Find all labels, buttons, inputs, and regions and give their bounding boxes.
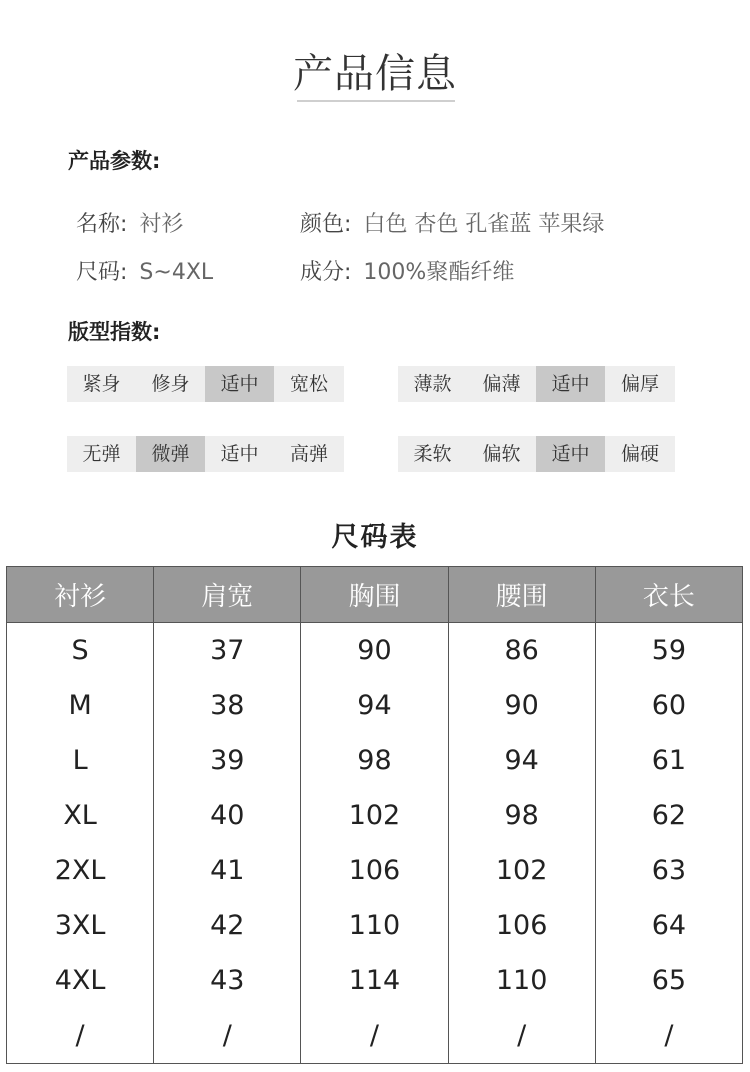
table-cell: 37	[154, 623, 301, 679]
table-cell: 64	[595, 898, 742, 953]
param-name-label: 名称:	[76, 212, 128, 237]
fit-option: 偏软	[467, 436, 536, 472]
fit-option: 高弹	[274, 436, 344, 472]
table-cell: 65	[595, 953, 742, 1008]
fit-option: 适中	[205, 366, 274, 402]
table-cell: /	[595, 1008, 742, 1064]
table-cell: 38	[154, 678, 301, 733]
table-cell: 43	[154, 953, 301, 1008]
table-cell: 106	[301, 843, 448, 898]
table-cell: 106	[448, 898, 595, 953]
table-cell: 59	[595, 623, 742, 679]
table-cell: XL	[7, 788, 154, 843]
table-row	[7, 953, 743, 1008]
table-cell: 40	[154, 788, 301, 843]
table-cell: 61	[595, 733, 742, 788]
table-row	[7, 898, 743, 953]
fit-option: 偏薄	[467, 366, 536, 402]
fit-option: 偏厚	[605, 366, 675, 402]
product-params-heading: 产品参数:	[68, 149, 161, 173]
fit-scale-thickness	[398, 366, 675, 402]
table-row	[7, 733, 743, 788]
table-cell: 110	[301, 898, 448, 953]
param-size-value: S~4XL	[139, 260, 214, 285]
param-size	[76, 255, 213, 286]
table-cell: 39	[154, 733, 301, 788]
table-cell: 94	[448, 733, 595, 788]
param-size-label: 尺码:	[76, 260, 128, 285]
fit-scale-elasticity	[67, 436, 344, 472]
table-cell: 94	[301, 678, 448, 733]
table-row	[7, 788, 743, 843]
param-name-value: 衬衫	[139, 212, 184, 237]
page-title: 产品信息	[293, 51, 457, 97]
table-cell: /	[448, 1008, 595, 1064]
size-chart-header-row	[7, 567, 743, 623]
size-chart-body	[7, 623, 743, 1064]
table-cell: 41	[154, 843, 301, 898]
table-cell: M	[7, 678, 154, 733]
fit-option: 无弹	[67, 436, 136, 472]
table-cell: 102	[301, 788, 448, 843]
table-cell: 98	[301, 733, 448, 788]
table-cell: /	[154, 1008, 301, 1064]
table-cell: 4XL	[7, 953, 154, 1008]
table-cell: S	[7, 623, 154, 679]
fit-option: 薄款	[398, 366, 467, 402]
param-color-label: 颜色:	[300, 212, 352, 237]
table-row	[7, 1008, 743, 1064]
size-chart-column-header: 肩宽	[154, 567, 301, 623]
table-row	[7, 843, 743, 898]
fit-option: 紧身	[67, 366, 136, 402]
size-chart-table	[6, 566, 743, 1064]
size-chart-column-header: 胸围	[301, 567, 448, 623]
table-cell: 62	[595, 788, 742, 843]
param-color-value: 白色 杏色 孔雀蓝 苹果绿	[363, 212, 605, 237]
table-cell: 110	[448, 953, 595, 1008]
table-cell: 114	[301, 953, 448, 1008]
size-chart-column-header: 衣长	[595, 567, 742, 623]
param-name	[76, 207, 183, 238]
fit-option: 适中	[536, 366, 605, 402]
size-chart-column-header: 衬衫	[7, 567, 154, 623]
table-cell: /	[7, 1008, 154, 1064]
table-cell: 63	[595, 843, 742, 898]
fit-scale-cut	[67, 366, 344, 402]
fit-option: 适中	[205, 436, 274, 472]
size-chart-column-header: 腰围	[448, 567, 595, 623]
table-row	[7, 678, 743, 733]
table-row	[7, 623, 743, 679]
table-cell: 102	[448, 843, 595, 898]
fit-option: 适中	[536, 436, 605, 472]
fit-scale-softness	[398, 436, 675, 472]
table-cell: 2XL	[7, 843, 154, 898]
fit-option: 修身	[136, 366, 205, 402]
param-composition-value: 100%聚酯纤维	[363, 260, 515, 285]
table-cell: 98	[448, 788, 595, 843]
table-cell: 90	[301, 623, 448, 679]
table-cell: 90	[448, 678, 595, 733]
table-cell: L	[7, 733, 154, 788]
table-cell: 60	[595, 678, 742, 733]
param-composition-label: 成分:	[300, 260, 352, 285]
fit-option: 偏硬	[605, 436, 675, 472]
fit-index-heading: 版型指数:	[68, 320, 161, 344]
fit-option: 柔软	[398, 436, 467, 472]
fit-option: 微弹	[136, 436, 205, 472]
size-chart-title: 尺码表	[331, 522, 419, 553]
param-composition	[300, 255, 514, 286]
param-color	[300, 207, 604, 238]
table-cell: 42	[154, 898, 301, 953]
title-underline	[297, 100, 455, 102]
fit-option: 宽松	[274, 366, 344, 402]
table-cell: /	[301, 1008, 448, 1064]
table-cell: 86	[448, 623, 595, 679]
table-cell: 3XL	[7, 898, 154, 953]
